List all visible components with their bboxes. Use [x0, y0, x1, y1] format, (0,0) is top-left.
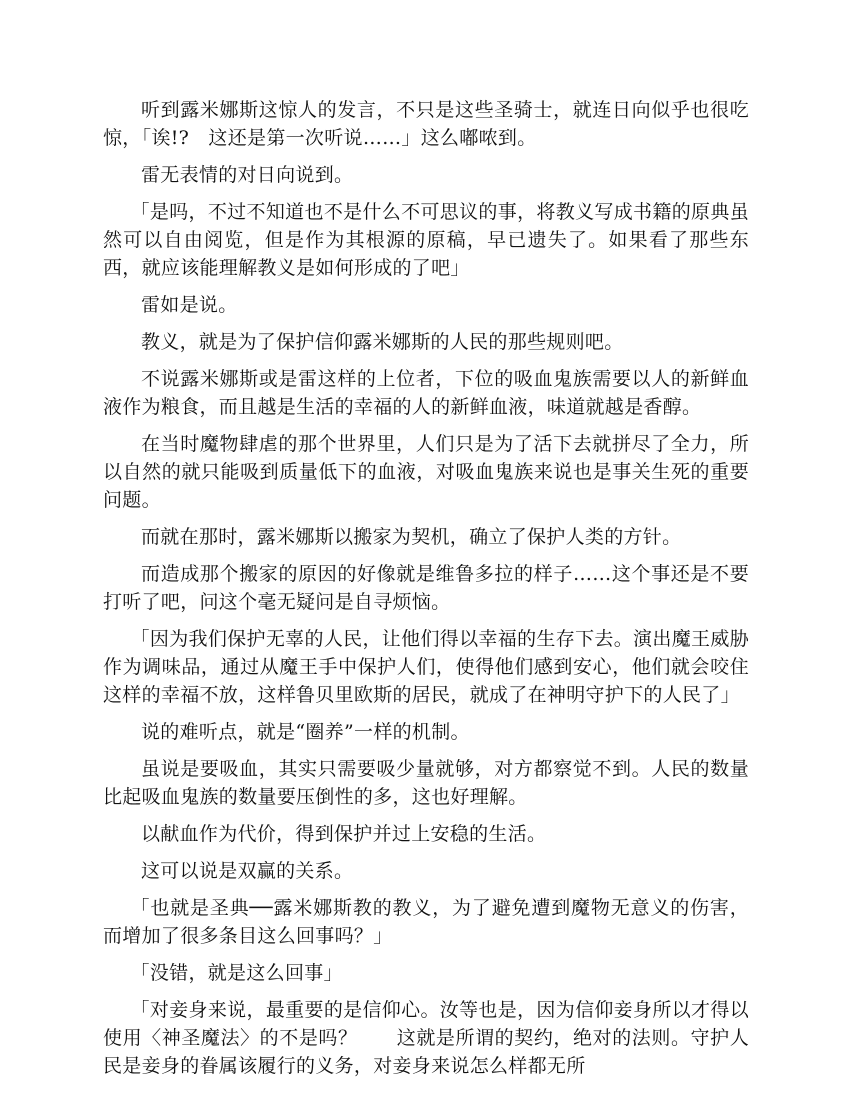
dialog-paragraph-10: 「因为我们保护无辜的人民，让他们得以幸福的生存下去。演出魔王威胁作为调味品，通过从魔王手中保护人们，使得他们感到安心，他们就会咬住这样的幸福不放，这样鲁贝里欧斯的居民，就成了在神明守护下的人民了」 [103, 628, 749, 706]
paragraph-2: 雷无表情的对日向说到。 [141, 164, 354, 186]
paragraph-8: 而就在那时，露米娜斯以搬家为契机，确立了保护人类的方针。 [141, 526, 682, 548]
paragraph-1: 听到露米娜斯这惊人的发言，不只是这些圣骑士，就连日向似乎也很吃惊，「诶!? 这还是第一次听说……」这么嘟哝到。 [103, 99, 749, 149]
paragraph-12: 虽说是要吸血，其实只需要吸少量就够，对方都察觉不到。人民的数量比起吸血鬼族的数量要压倒性的多，这也好理解。 [103, 758, 749, 808]
dialog-paragraph-17: 「对妾身来说，最重要的是信仰心。汝等也是，因为信仰妾身所以才得以使用〈神圣魔法〉的不是吗？ 这就是所谓的契约，绝对的法则。守护人民是妾身的眷属该履行的义务，对妾身来说怎么样都无所 [103, 999, 749, 1077]
paragraph-7: 在当时魔物肆虐的那个世界里，人们只是为了活下去就拼尽了全力，所以自然的就只能吸到质量低下的血液，对吸血鬼族来说也是事关生死的重要问题。 [103, 433, 749, 511]
document-page [103, 96, 749, 1089]
paragraph-14: 这可以说是双赢的关系。 [141, 860, 354, 882]
paragraph-9: 而造成那个搬家的原因的好像就是维鲁多拉的样子……这个事还是不要打听了吧，问这个毫无疑问是自寻烦恼。 [103, 563, 749, 613]
paragraph-11: 说的难听点，就是“圈养”一样的机制。 [141, 721, 470, 743]
dialog-paragraph-16: 「没错，就是这么回事」 [130, 962, 343, 984]
paragraph-6: 不说露米娜斯或是雷这样的上位者，下位的吸血鬼族需要以人的新鲜血液作为粮食，而且越是生活的幸福的人的新鲜血液，味道就越是香醇。 [103, 368, 749, 418]
paragraph-13: 以献血作为代价，得到保护并过上安稳的生活。 [141, 823, 547, 845]
dialog-paragraph-3: 「是吗，不过不知道也不是什么不可思议的事，将教义写成书籍的原典虽然可以自由阅览，但是作为其根源的原稿，早已遗失了。如果看了那些东西，就应该能理解教义是如何形成的了吧」 [103, 201, 749, 279]
paragraph-4: 雷如是说。 [141, 294, 238, 316]
paragraph-5: 教义，就是为了保护信仰露米娜斯的人民的那些规则吧。 [141, 331, 624, 353]
dialog-paragraph-15: 「也就是圣典──露米娜斯教的教义，为了避免遭到魔物无意义的伤害，而增加了很多条目这么回事吗？」 [103, 897, 749, 947]
